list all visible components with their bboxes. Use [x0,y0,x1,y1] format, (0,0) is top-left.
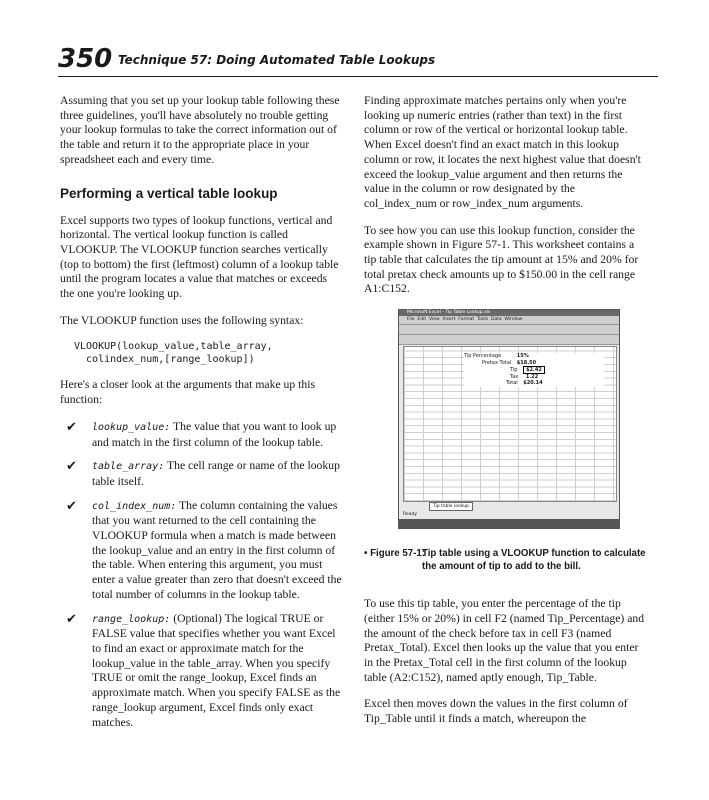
caption-text: Tip table using a VLOOKUP function to calculate the amount of tip to add to the bill. [422,548,646,573]
paragraph: Assuming that you set up your lookup table following these three guidelines, you'll have absolutely no trouble getting your lookup formulas to take the correct information out of the table and return it to the appropriate place in your spreadsheet each and every time. [60,94,340,166]
taskbar [399,519,619,528]
cell-value: $2.42 [523,366,545,374]
left-column [60,94,342,739]
running-header [58,44,658,74]
cell-label: Pretax Total [482,359,512,366]
page-number: 350 [58,44,113,74]
cell-value: 1.22 [525,373,539,380]
paragraph: Excel supports two types of lookup functions, vertical and horizontal. The vertical lookup function is called VLOOKUP. The VLOOKUP function searches vertically (top to bottom) the first (leftmost) column of a lookup table until the program locates a value that matches or exceeds the one you're looking up. [60,213,339,301]
sheet-tab[interactable]: Tip table lookup [429,502,473,511]
checkmark-icon: ✔ [66,611,77,627]
argument-list [60,420,342,730]
paragraph: Excel then moves down the values in the first column of Tip_Table until it finds a match, whereupon the [364,697,628,726]
list-item [60,420,342,450]
paragraph: To use this tip table, you enter the percentage of the tip (either 15% or 20%) in cell F2 (named Tip_Percentage) and the amount of the check before tax in cell F3 (named Pretax_Total). Excel then looks up the value that you enter in the Pretax_Total cell in the first column of the lookup table (A2:C152), named aptly enough, Tip_Table. [364,597,645,684]
cell-value: $20.14 [523,380,543,387]
caption-label: • Figure 57-1: [364,548,425,560]
paragraph: Here's a closer look at the arguments that make up this function: [60,378,316,407]
menu-items: File Edit View Insert Format Tools Data Window [407,317,523,323]
cell-label: Tip Percentage [464,353,502,360]
running-title: Technique 57: Doing Automated Table Lookups [118,53,436,67]
cell-label: Total [506,380,518,387]
checkmark-icon: ✔ [66,459,77,475]
cell-label: Tip [510,366,518,373]
cell-value: 15% [516,353,529,360]
formula-bar [399,335,619,345]
header-rule [58,76,658,77]
argument-term: range_lookup: [92,613,171,625]
argument-term: table_array: [92,461,165,473]
figure-screenshot [398,309,620,529]
argument-text: The value that you want to look up and match in the first column of the lookup table. [92,419,337,449]
argument-text: (Optional) The logical TRUE or FALSE value that specifies whether you want Excel to find an exact or approximate match for the lookup_value in the table_array. When you specify TRUE or omit the range_lookup, Excel finds an approximate match. When you specify FALSE as the range_lookup argument, Excel finds only exact matches. [92,611,341,729]
list-item [60,499,342,603]
list-item [60,459,342,489]
section-heading: Performing a vertical table lookup [60,185,278,201]
figure-caption [364,547,646,573]
code-syntax: VLOOKUP(lookup_value,table_array, colindex_num,[range_lookup]) [74,341,273,366]
paragraph: Finding approximate matches pertains only when you're looking up numeric entries (rather than text) in the first column or row of the vertical or horizontal lookup table. When Excel doesn't find an exact match in this lookup column or row, it locates the next highest value that doesn't exceed the lookup_value argument and then returns the value in the column or row designated by the col_index_num or row_index_num arguments. [364,94,641,210]
argument-text: The cell range or name of the lookup table itself. [92,459,340,488]
window-title: Microsoft Excel - Tip Table Lookup.xls [407,310,491,316]
argument-term: lookup_value: [92,421,171,433]
cell-value: $18.50 [516,359,537,366]
checkmark-icon: ✔ [66,419,77,435]
status-text: Ready [403,512,417,518]
toolbar [399,325,619,335]
paragraph: The VLOOKUP function uses the following syntax: [60,313,304,327]
argument-text: The column containing the values that you want returned to the cell containing the VLOOKUP formula when a match is made between the lookup_value and an entry in the first column of the table. When entering this argument, you must enter a value greater than zero that doesn't exceed the total number of columns in the lookup table. [92,498,342,601]
list-item [60,612,342,731]
worksheet-grid [403,346,617,502]
argument-term: col_index_num: [92,500,177,512]
paragraph: To see how you can use this lookup function, consider the example shown in Figure 57-1. This worksheet contains a tip table that calculates the tip amount at 15% and 20% for total pretax check amounts up to $150.00 in the cell range A1:C152. [364,223,639,296]
tip-calculator [464,353,604,387]
right-column [364,94,646,739]
cell-label: Tax [510,373,519,380]
checkmark-icon: ✔ [66,498,77,514]
